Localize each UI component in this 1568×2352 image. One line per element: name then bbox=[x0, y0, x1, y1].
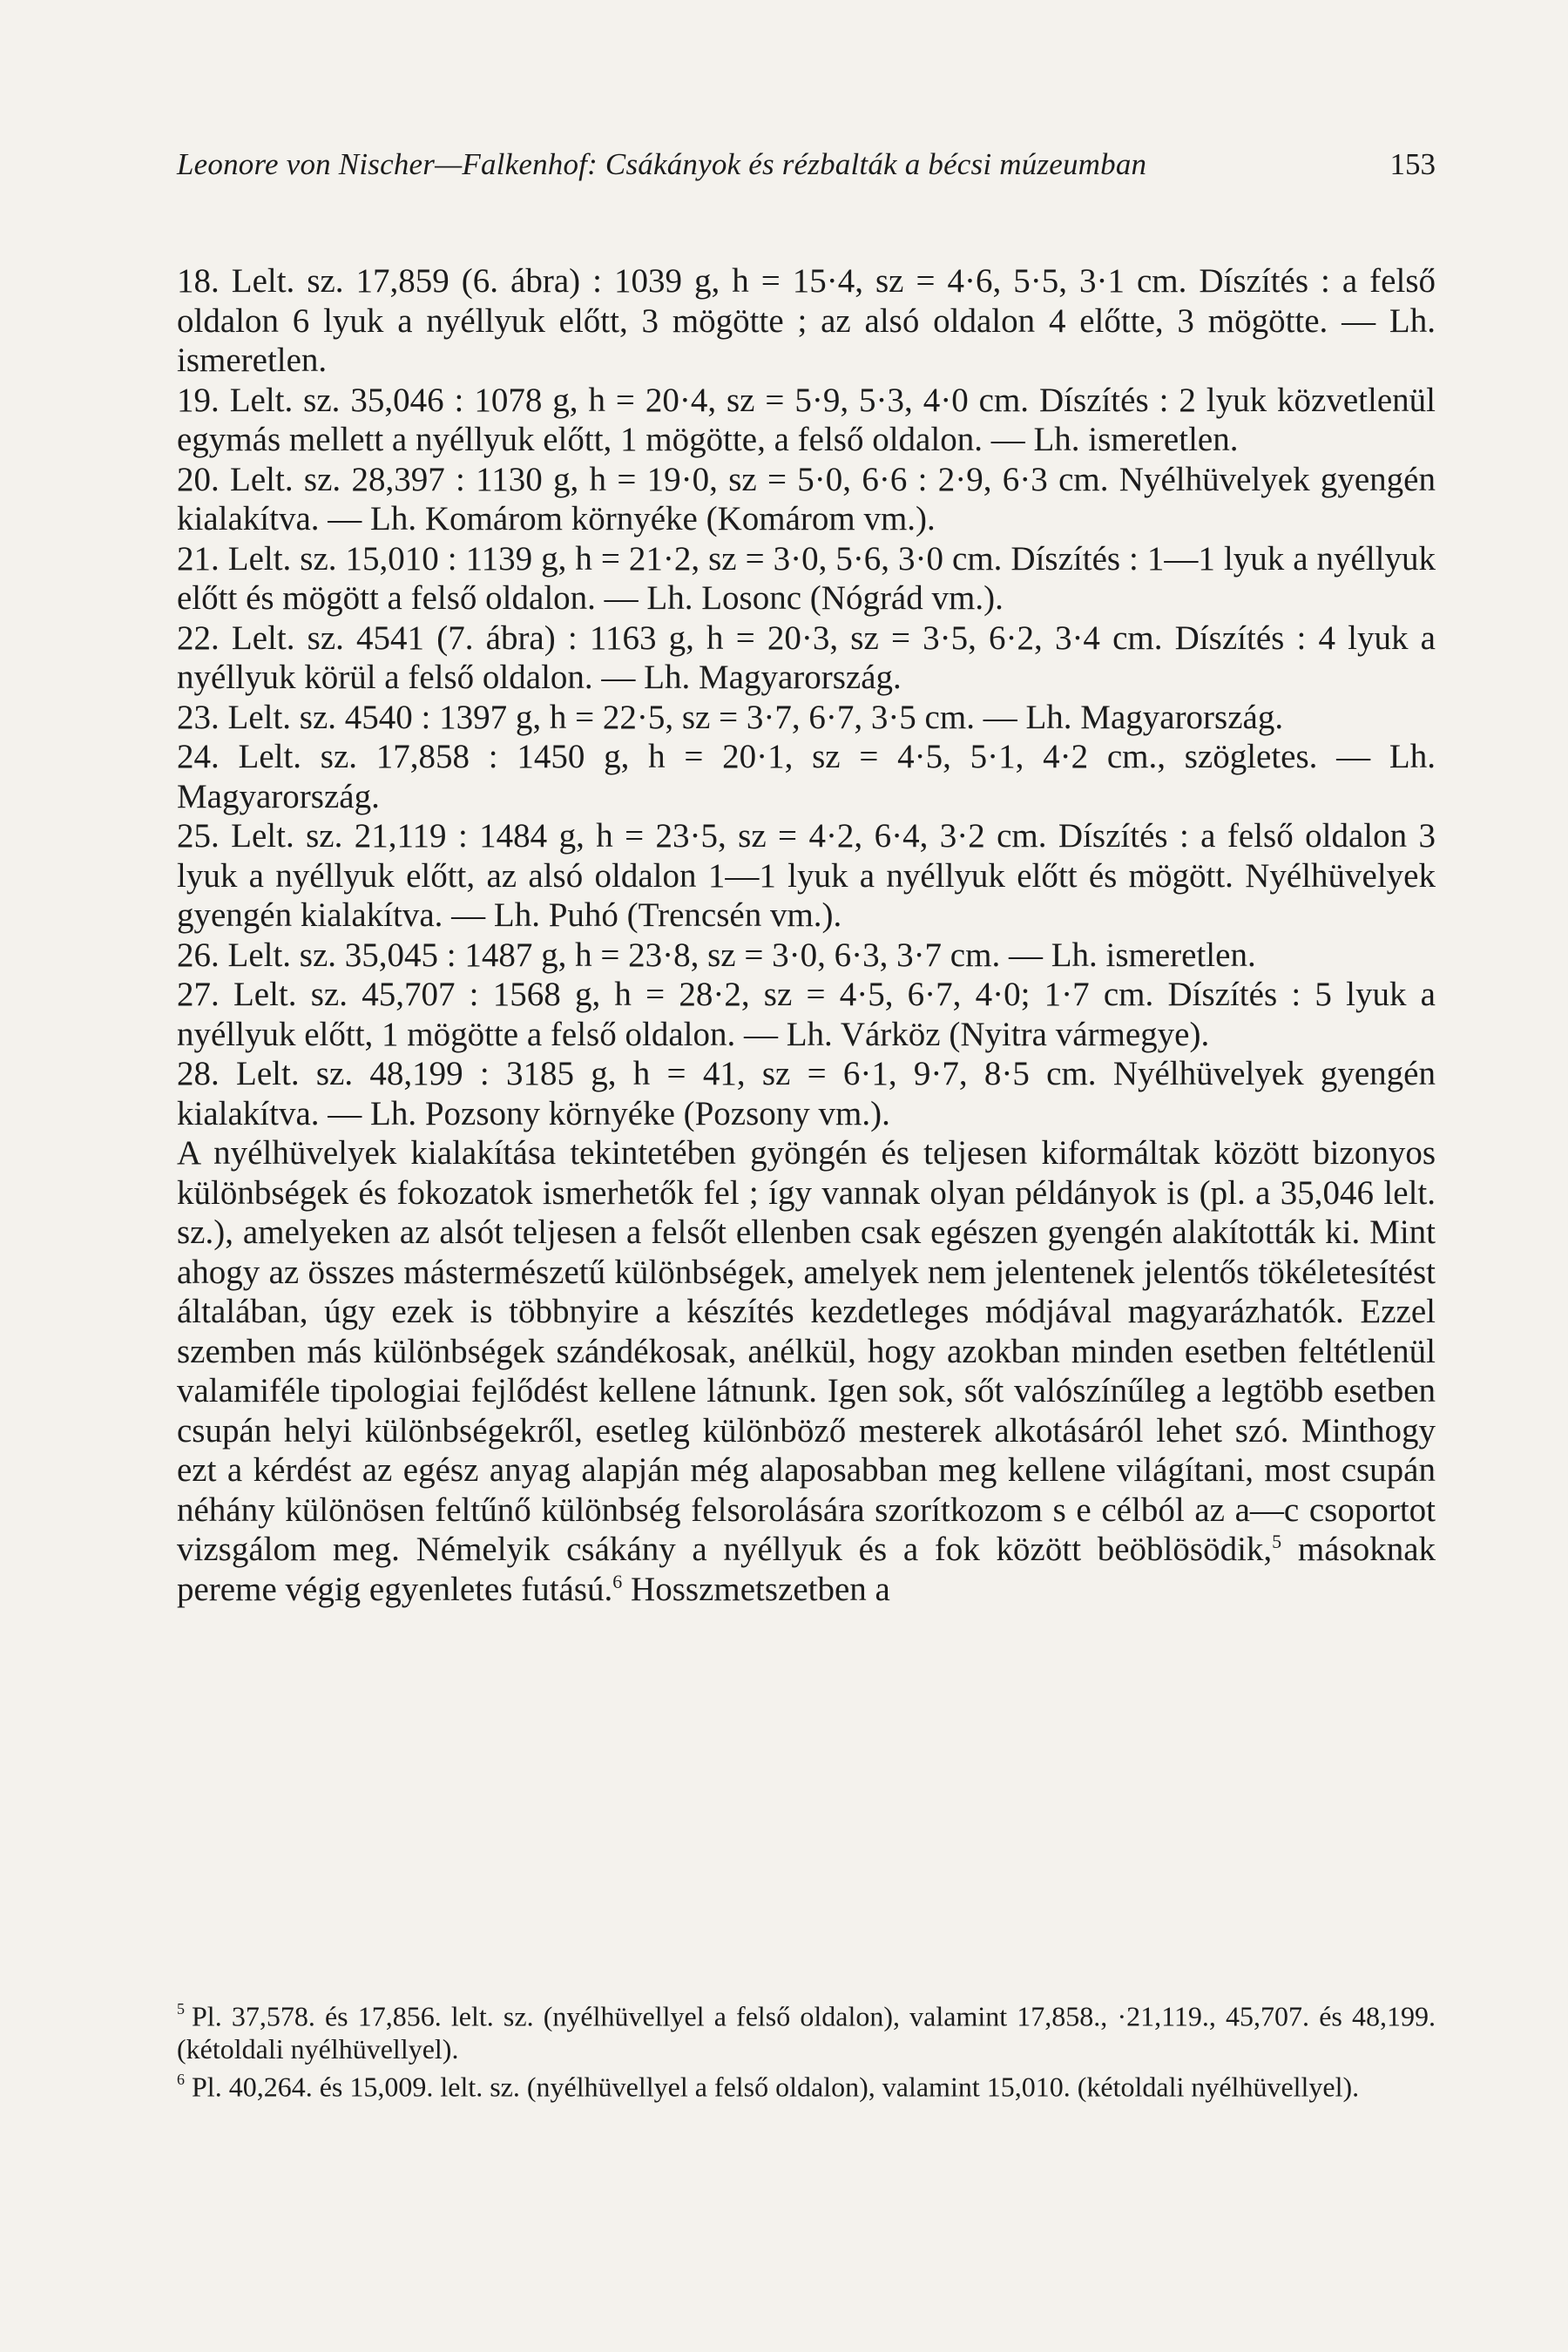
paragraph-text: Hosszmetszetben a bbox=[622, 1570, 890, 1608]
catalog-entry: 19. Lelt. sz. 35,046 : 1078 g, h = 20·4, sz = 5·9, 5·3, 4·0 cm. Díszítés : 2 lyuk közvetlenül egymás mellett a nyéllyuk előtt, 1 mögötte, a felső oldalon. — Lh. ismeretlen. bbox=[177, 381, 1436, 458]
catalog-entry: 20. Lelt. sz. 28,397 : 1130 g, h = 19·0, sz = 5·0, 6·6 : 2·9, 6·3 cm. Nyélhüvelyek gyengén kialakítva. — Lh. Komárom környéke (Komárom vm.). bbox=[177, 460, 1436, 537]
catalog-entry: 22. Lelt. sz. 4541 (7. ábra) : 1163 g, h = 20·3, sz = 3·5, 6·2, 3·4 cm. Díszítés : 4 lyuk a nyéllyuk körül a felső oldalon. — Lh. Magyarország. bbox=[177, 618, 1436, 696]
paragraph-text: A nyélhüvelyek kialakítása tekintetében gyöngén és teljesen kiformáltak között bizonyos különbségek és fokozatok ismerhetők fel ; így vannak olyan példányok is (pl. a 35,046 lelt. sz.), amelyeken az alsót teljesen a felsőt ellenben csak egészen gyengén alakították ki. Mint ahogy az összes mástermészetű különbségek, amelyek nem jelentenek jelentős tökéletesítést általában, úgy ezek is többnyire a készítés kezdetleges módjával magyarázhatók. Ezzel szemben más különbségek szándékosak, anélkül, hogy azokban minden esetben feltétlenül valamiféle tipologiai fejlődést kellene látnunk. Igen sok, sőt valószínűleg a legtöbb esetben csupán helyi különbségekről, esetleg különböző mesterek alkotásáról lehet szó. Minthogy ezt a kérdést az egész anyag alapján még alaposabban meg kellene világítani, most csupán néhány különösen feltűnő különbség felsorolására szorítkozom s e célból az a—c csoportot vizsgálom meg. Némelyik csákány a nyéllyuk és a fok között beöblösödik, bbox=[177, 1134, 1436, 1568]
body-paragraph bbox=[177, 1133, 1436, 1609]
footnote bbox=[177, 1995, 1436, 2065]
catalog-entry: 24. Lelt. sz. 17,858 : 1450 g, h = 20·1, sz = 4·5, 5·1, 4·2 cm., szögletes. — Lh. Magyarország. bbox=[177, 738, 1436, 815]
footnote-mark: 5 bbox=[177, 2000, 185, 2017]
footnote bbox=[177, 2065, 1436, 2104]
footnote-mark: 6 bbox=[177, 2070, 185, 2088]
catalog-entry: 25. Lelt. sz. 21,119 : 1484 g, h = 23·5, sz = 4·2, 6·4, 3·2 cm. Díszítés : a felső oldalon 3 lyuk a nyéllyuk előtt, az alsó oldalon 1—1 lyuk a nyéllyuk előtt és mögött. Nyélhüvelyek gyengén kialakítva. — Lh. Puhó (Trencsén vm.). bbox=[177, 817, 1436, 934]
running-header bbox=[177, 145, 1436, 185]
footnote-ref-6: 6 bbox=[612, 1570, 623, 1592]
footnote-text: Pl. 40,264. és 15,009. lelt. sz. (nyélhüvellyel a felső oldalon), valamint 15,010. (kétoldali nyélhüvellyel). bbox=[192, 2071, 1360, 2103]
catalog-entry: 26. Lelt. sz. 35,045 : 1487 g, h = 23·8, sz = 3·0, 6·3, 3·7 cm. — Lh. ismeretlen. bbox=[177, 936, 1256, 974]
catalog-entry: 21. Lelt. sz. 15,010 : 1139 g, h = 21·2, sz = 3·0, 5·6, 3·0 cm. Díszítés : 1—1 lyuk a nyéllyuk előtt és mögött a felső oldalon. — Lh. Losonc (Nógrád vm.). bbox=[177, 539, 1436, 617]
page-number: 153 bbox=[1389, 147, 1436, 181]
catalog-entry: 28. Lelt. sz. 48,199 : 3185 g, h = 41, sz = 6·1, 9·7, 8·5 cm. Nyélhüvelyek gyengén kialakítva. — Lh. Pozsony környéke (Pozsony vm.). bbox=[177, 1055, 1436, 1132]
catalog-entry: 23. Lelt. sz. 4540 : 1397 g, h = 22·5, sz = 3·7, 6·7, 3·5 cm. — Lh. Magyarország. bbox=[177, 698, 1284, 736]
running-title: Leonore von Nischer—Falkenhof: Csákányok és rézbalták a bécsi múzeumban bbox=[177, 147, 1147, 181]
catalog-entry: 27. Lelt. sz. 45,707 : 1568 g, h = 28·2, sz = 4·5, 6·7, 4·0; 1·7 cm. Díszítés : 5 lyuk a nyéllyuk előtt, 1 mögötte a felső oldalon. — Lh. Várköz (Nyitra vármegye). bbox=[177, 976, 1436, 1053]
footnotes bbox=[177, 1995, 1436, 2103]
footnote-text: Pl. 37,578. és 17,856. lelt. sz. (nyélhüvellyel a felső oldalon), valamint 17,858., ·21,119., 45,707. és 48,199. (kétoldali nyélhüvellyel). bbox=[177, 2000, 1436, 2065]
footnote-ref-5: 5 bbox=[1272, 1531, 1282, 1552]
main-text bbox=[177, 261, 1436, 1609]
paragraph-text: másoknak pereme végig egyenletes futású. bbox=[177, 1531, 1436, 1608]
catalog-entry: 18. Lelt. sz. 17,859 (6. ábra) : 1039 g, h = 15·4, sz = 4·6, 5·5, 3·1 cm. Díszítés : a felső oldalon 6 lyuk a nyéllyuk előtt, 3 mögötte ; az alsó oldalon 4 előtte, 3 mögötte. — Lh. ismeretlen. bbox=[177, 262, 1436, 379]
